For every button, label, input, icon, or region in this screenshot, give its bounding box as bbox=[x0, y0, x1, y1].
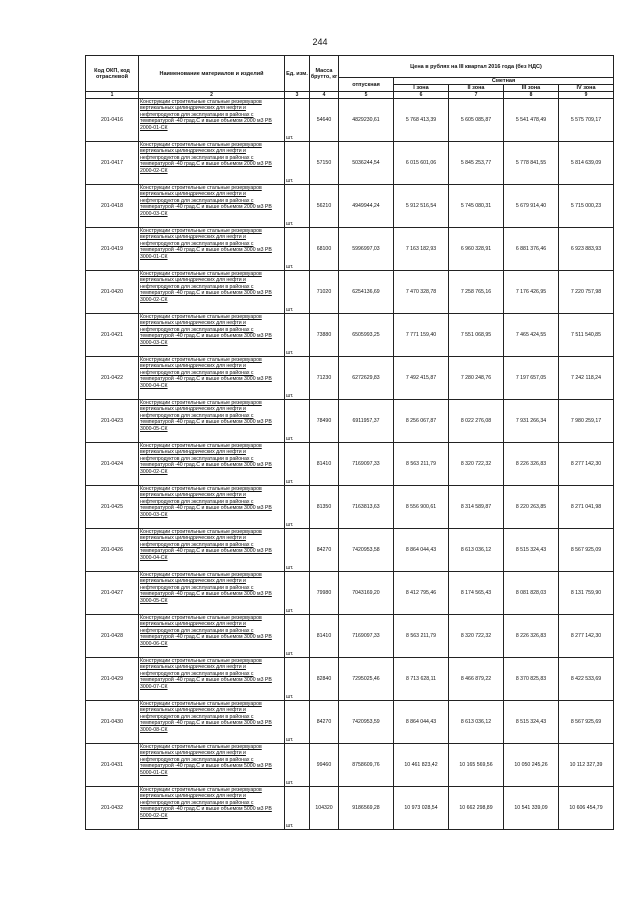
cell-unit: шт. bbox=[285, 400, 310, 443]
cell-name bbox=[139, 314, 285, 357]
cell-release-price: 8758609,76 bbox=[339, 744, 394, 787]
cell-code: 201-0432 bbox=[86, 787, 139, 830]
cell-unit: шт. bbox=[285, 701, 310, 744]
cell-code: 201-0430 bbox=[86, 701, 139, 744]
cell-zone-4-price: 8 277 142,30 bbox=[559, 443, 614, 486]
table-row bbox=[86, 787, 614, 830]
cell-mass: 68100 bbox=[310, 228, 339, 271]
header-zone-1: I зона bbox=[394, 85, 449, 92]
cell-unit: шт. bbox=[285, 787, 310, 830]
cell-zone-2-price: 8 174 565,43 bbox=[449, 572, 504, 615]
table-row bbox=[86, 658, 614, 701]
cell-mass: 73880 bbox=[310, 314, 339, 357]
table-row bbox=[86, 443, 614, 486]
cell-zone-2-price: 5 745 080,31 bbox=[449, 185, 504, 228]
cell-zone-3-price: 6 881 376,46 bbox=[504, 228, 559, 271]
cell-unit: шт. bbox=[285, 228, 310, 271]
cell-release-price: 5036244,54 bbox=[339, 142, 394, 185]
cell-mass: 99460 bbox=[310, 744, 339, 787]
cell-zone-3-price: 8 081 828,03 bbox=[504, 572, 559, 615]
item-name-text: Конструкции строительные стальные резервуаров вертикальных цилиндрических для нефти и нефтепродуктов для эксплуатации в районах с температурой -40 град.С и выше объемом 5000 м3 РВ 5000-02-СК bbox=[140, 787, 272, 819]
item-name-text: Конструкции строительные стальные резервуаров вертикальных цилиндрических для нефти и нефтепродуктов для эксплуатации в районах с температурой -40 град.С и выше объемом 5000 м3 РВ 5000-01-СК bbox=[140, 744, 272, 776]
cell-zone-1-price: 8 864 044,43 bbox=[394, 701, 449, 744]
cell-zone-4-price: 7 242 118,24 bbox=[559, 357, 614, 400]
item-name-text: Конструкции строительные стальные резервуаров вертикальных цилиндрических для нефти и нефтепродуктов для эксплуатации в районах с температурой -40 град.С и выше объемом 3000 м3 РВ 3000-07-СК bbox=[140, 658, 272, 690]
cell-zone-1-price: 5 912 516,54 bbox=[394, 185, 449, 228]
cell-name bbox=[139, 228, 285, 271]
column-number: 5 bbox=[339, 92, 394, 99]
cell-name bbox=[139, 572, 285, 615]
cell-mass: 81410 bbox=[310, 615, 339, 658]
cell-mass: 78490 bbox=[310, 400, 339, 443]
cell-zone-3-price: 10 050 245,26 bbox=[504, 744, 559, 787]
cell-unit: шт. bbox=[285, 185, 310, 228]
column-numbers-row bbox=[86, 92, 614, 99]
cell-unit: шт. bbox=[285, 486, 310, 529]
cell-mass: 81350 bbox=[310, 486, 339, 529]
cell-mass: 84270 bbox=[310, 529, 339, 572]
cell-unit: шт. bbox=[285, 314, 310, 357]
item-name-text: Конструкции строительные стальные резервуаров вертикальных цилиндрических для нефти и нефтепродуктов для эксплуатации в районах с температурой -40 град.С и выше объемом 3000 м3 РВ 3000-04-СК bbox=[140, 529, 272, 561]
cell-zone-2-price: 10 662 298,89 bbox=[449, 787, 504, 830]
item-name-text: Конструкции строительные стальные резервуаров вертикальных цилиндрических для нефти и нефтепродуктов для эксплуатации в районах с температурой -40 град.С и выше объемом 3000 м3 РВ 3000-01-СК bbox=[140, 228, 272, 260]
table-row bbox=[86, 142, 614, 185]
header-prices: Цена в рублях на III квартал 2016 года (без НДС) bbox=[339, 56, 614, 78]
cell-mass: 104320 bbox=[310, 787, 339, 830]
cell-mass: 82840 bbox=[310, 658, 339, 701]
cell-zone-1-price: 8 563 211,79 bbox=[394, 615, 449, 658]
table-row bbox=[86, 486, 614, 529]
cell-zone-1-price: 8 563 211,79 bbox=[394, 443, 449, 486]
cell-zone-3-price: 7 176 426,95 bbox=[504, 271, 559, 314]
cell-zone-4-price: 7 220 757,98 bbox=[559, 271, 614, 314]
cell-unit: шт. bbox=[285, 271, 310, 314]
header-code: Код ОКП, код отраслевой bbox=[86, 56, 139, 92]
cell-release-price: 7420953,59 bbox=[339, 701, 394, 744]
table-row bbox=[86, 185, 614, 228]
header-unit: Ед. изм. bbox=[285, 56, 310, 92]
cell-mass: 57150 bbox=[310, 142, 339, 185]
cell-zone-4-price: 8 131 759,90 bbox=[559, 572, 614, 615]
cell-zone-2-price: 8 320 722,32 bbox=[449, 443, 504, 486]
cell-name bbox=[139, 615, 285, 658]
cell-unit: шт. bbox=[285, 572, 310, 615]
cell-name bbox=[139, 744, 285, 787]
cell-zone-4-price: 5 575 709,17 bbox=[559, 99, 614, 142]
table-row bbox=[86, 529, 614, 572]
item-name-text: Конструкции строительные стальные резервуаров вертикальных цилиндрических для нефти и нефтепродуктов для эксплуатации в районах с температурой -40 град.С и выше объемом 3000 м3 РВ 3000-03-СК bbox=[140, 314, 272, 346]
cell-zone-1-price: 8 556 900,61 bbox=[394, 486, 449, 529]
item-name-text: Конструкции строительные стальные резервуаров вертикальных цилиндрических для нефти и нефтепродуктов для эксплуатации в районах с температурой -40 град.С и выше объемом 3000 м3 РВ 3000-02-СК bbox=[140, 443, 272, 475]
cell-mass: 81410 bbox=[310, 443, 339, 486]
table-row bbox=[86, 228, 614, 271]
cell-name bbox=[139, 142, 285, 185]
cell-zone-3-price: 10 541 339,09 bbox=[504, 787, 559, 830]
cell-zone-3-price: 7 931 266,34 bbox=[504, 400, 559, 443]
table-row bbox=[86, 744, 614, 787]
item-name-text: Конструкции строительные стальные резервуаров вертикальных цилиндрических для нефти и нефтепродуктов для эксплуатации в районах с температурой -40 град.С и выше объемом 3000 м3 РВ 3000-03-СК bbox=[140, 486, 272, 518]
table-row bbox=[86, 314, 614, 357]
table-row bbox=[86, 99, 614, 142]
column-number: 2 bbox=[139, 92, 285, 99]
column-number: 9 bbox=[559, 92, 614, 99]
cell-zone-3-price: 7 465 424,55 bbox=[504, 314, 559, 357]
cell-name bbox=[139, 443, 285, 486]
cell-zone-1-price: 7 163 182,93 bbox=[394, 228, 449, 271]
cell-zone-3-price: 5 778 841,55 bbox=[504, 142, 559, 185]
table-row bbox=[86, 701, 614, 744]
cell-release-price: 7295025,46 bbox=[339, 658, 394, 701]
cell-name bbox=[139, 400, 285, 443]
header-estimate: Сметная bbox=[394, 78, 614, 85]
table-row bbox=[86, 400, 614, 443]
cell-zone-4-price: 6 923 883,93 bbox=[559, 228, 614, 271]
cell-release-price: 7169097,33 bbox=[339, 615, 394, 658]
cell-release-price: 6254136,69 bbox=[339, 271, 394, 314]
cell-name bbox=[139, 357, 285, 400]
cell-zone-2-price: 5 605 085,87 bbox=[449, 99, 504, 142]
cell-zone-4-price: 8 271 041,98 bbox=[559, 486, 614, 529]
cell-code: 201-0420 bbox=[86, 271, 139, 314]
item-name-text: Конструкции строительные стальные резервуаров вертикальных цилиндрических для нефти и нефтепродуктов для эксплуатации в районах с температурой -40 град.С и выше объемом 2000 м3 РВ 2000-01-СК bbox=[140, 99, 272, 131]
cell-code: 201-0419 bbox=[86, 228, 139, 271]
cell-code: 201-0431 bbox=[86, 744, 139, 787]
cell-zone-2-price: 8 320 722,32 bbox=[449, 615, 504, 658]
cell-code: 201-0424 bbox=[86, 443, 139, 486]
cell-zone-2-price: 8 466 879,22 bbox=[449, 658, 504, 701]
header-zone-4: IV зона bbox=[559, 85, 614, 92]
cell-zone-3-price: 8 226 326,83 bbox=[504, 443, 559, 486]
cell-zone-4-price: 8 567 925,69 bbox=[559, 701, 614, 744]
cell-zone-2-price: 7 258 765,16 bbox=[449, 271, 504, 314]
item-name-text: Конструкции строительные стальные резервуаров вертикальных цилиндрических для нефти и нефтепродуктов для эксплуатации в районах с температурой -40 град.С и выше объемом 3000 м3 РВ 3000-05-СК bbox=[140, 400, 272, 432]
cell-name bbox=[139, 486, 285, 529]
page-number: 244 bbox=[312, 37, 328, 47]
item-name-text: Конструкции строительные стальные резервуаров вертикальных цилиндрических для нефти и нефтепродуктов для эксплуатации в районах с температурой -40 град.С и выше объемом 3000 м3 РВ 3000-02-СК bbox=[140, 271, 272, 303]
cell-release-price: 6505993,25 bbox=[339, 314, 394, 357]
cell-zone-4-price: 8 567 925,09 bbox=[559, 529, 614, 572]
cell-zone-4-price: 10 112 327,39 bbox=[559, 744, 614, 787]
cell-release-price: 6911957,37 bbox=[339, 400, 394, 443]
cell-name bbox=[139, 99, 285, 142]
cell-unit: шт. bbox=[285, 658, 310, 701]
cell-release-price: 9186569,28 bbox=[339, 787, 394, 830]
cell-zone-1-price: 5 768 413,39 bbox=[394, 99, 449, 142]
cell-name bbox=[139, 185, 285, 228]
column-number: 7 bbox=[449, 92, 504, 99]
cell-release-price: 7043169,20 bbox=[339, 572, 394, 615]
cell-zone-1-price: 7 470 328,78 bbox=[394, 271, 449, 314]
cell-zone-2-price: 8 022 276,08 bbox=[449, 400, 504, 443]
item-name-text: Конструкции строительные стальные резервуаров вертикальных цилиндрических для нефти и нефтепродуктов для эксплуатации в районах с температурой -40 град.С и выше объемом 3000 м3 РВ 3000-05-СК bbox=[140, 572, 272, 604]
cell-code: 201-0421 bbox=[86, 314, 139, 357]
cell-unit: шт. bbox=[285, 744, 310, 787]
cell-mass: 71230 bbox=[310, 357, 339, 400]
cell-zone-2-price: 8 613 036,12 bbox=[449, 701, 504, 744]
cell-zone-4-price: 8 277 142,30 bbox=[559, 615, 614, 658]
cell-zone-4-price: 7 511 540,85 bbox=[559, 314, 614, 357]
header-zone-2: II зона bbox=[449, 85, 504, 92]
cell-unit: шт. bbox=[285, 615, 310, 658]
cell-code: 201-0422 bbox=[86, 357, 139, 400]
cell-zone-1-price: 10 461 823,42 bbox=[394, 744, 449, 787]
cell-zone-1-price: 7 771 159,40 bbox=[394, 314, 449, 357]
cell-zone-1-price: 8 256 067,87 bbox=[394, 400, 449, 443]
cell-name bbox=[139, 658, 285, 701]
cell-release-price: 4949944,24 bbox=[339, 185, 394, 228]
cell-name bbox=[139, 529, 285, 572]
cell-zone-3-price: 5 541 478,49 bbox=[504, 99, 559, 142]
cell-zone-3-price: 8 370 825,83 bbox=[504, 658, 559, 701]
cell-zone-3-price: 8 226 326,83 bbox=[504, 615, 559, 658]
cell-code: 201-0425 bbox=[86, 486, 139, 529]
cell-release-price: 4829230,61 bbox=[339, 99, 394, 142]
cell-zone-2-price: 8 314 589,87 bbox=[449, 486, 504, 529]
header-zone-3: III зона bbox=[504, 85, 559, 92]
price-table bbox=[85, 55, 614, 830]
cell-code: 201-0418 bbox=[86, 185, 139, 228]
cell-zone-2-price: 10 165 569,56 bbox=[449, 744, 504, 787]
table-row bbox=[86, 271, 614, 314]
cell-code: 201-0416 bbox=[86, 99, 139, 142]
cell-code: 201-0428 bbox=[86, 615, 139, 658]
cell-zone-1-price: 7 492 415,87 bbox=[394, 357, 449, 400]
cell-zone-2-price: 6 960 328,91 bbox=[449, 228, 504, 271]
cell-zone-4-price: 7 980 259,17 bbox=[559, 400, 614, 443]
cell-code: 201-0427 bbox=[86, 572, 139, 615]
cell-zone-1-price: 8 864 044,43 bbox=[394, 529, 449, 572]
cell-unit: шт. bbox=[285, 357, 310, 400]
table-row bbox=[86, 615, 614, 658]
table-row bbox=[86, 572, 614, 615]
cell-zone-3-price: 8 515 324,43 bbox=[504, 701, 559, 744]
cell-zone-4-price: 8 422 533,69 bbox=[559, 658, 614, 701]
cell-code: 201-0426 bbox=[86, 529, 139, 572]
header-mass: Масса брутто, кг bbox=[310, 56, 339, 92]
column-number: 8 bbox=[504, 92, 559, 99]
cell-mass: 84270 bbox=[310, 701, 339, 744]
table-row bbox=[86, 357, 614, 400]
cell-release-price: 6272629,83 bbox=[339, 357, 394, 400]
header-name: Наименование материалов и изделий bbox=[139, 56, 285, 92]
cell-zone-2-price: 5 845 253,77 bbox=[449, 142, 504, 185]
column-number: 4 bbox=[310, 92, 339, 99]
cell-zone-2-price: 7 551 068,95 bbox=[449, 314, 504, 357]
cell-name bbox=[139, 271, 285, 314]
column-number: 6 bbox=[394, 92, 449, 99]
item-name-text: Конструкции строительные стальные резервуаров вертикальных цилиндрических для нефти и нефтепродуктов для эксплуатации в районах с температурой -40 град.С и выше объемом 3000 м3 РВ 3000-08-СК bbox=[140, 701, 272, 733]
item-name-text: Конструкции строительные стальные резервуаров вертикальных цилиндрических для нефти и нефтепродуктов для эксплуатации в районах с температурой -40 град.С и выше объемом 3000 м3 РВ 3000-04-СК bbox=[140, 357, 272, 389]
cell-name bbox=[139, 701, 285, 744]
cell-release-price: 7169097,33 bbox=[339, 443, 394, 486]
cell-zone-3-price: 8 220 263,85 bbox=[504, 486, 559, 529]
cell-mass: 54640 bbox=[310, 99, 339, 142]
table-body bbox=[86, 99, 614, 830]
cell-zone-3-price: 8 515 324,43 bbox=[504, 529, 559, 572]
cell-zone-1-price: 8 412 795,46 bbox=[394, 572, 449, 615]
cell-mass: 79980 bbox=[310, 572, 339, 615]
cell-release-price: 5996997,03 bbox=[339, 228, 394, 271]
cell-code: 201-0429 bbox=[86, 658, 139, 701]
cell-code: 201-0417 bbox=[86, 142, 139, 185]
cell-zone-2-price: 7 280 248,76 bbox=[449, 357, 504, 400]
cell-unit: шт. bbox=[285, 99, 310, 142]
cell-zone-3-price: 5 679 914,40 bbox=[504, 185, 559, 228]
cell-release-price: 7163813,63 bbox=[339, 486, 394, 529]
cell-mass: 56210 bbox=[310, 185, 339, 228]
cell-unit: шт. bbox=[285, 529, 310, 572]
cell-unit: шт. bbox=[285, 443, 310, 486]
column-number: 1 bbox=[86, 92, 139, 99]
cell-zone-4-price: 10 606 454,79 bbox=[559, 787, 614, 830]
item-name-text: Конструкции строительные стальные резервуаров вертикальных цилиндрических для нефти и нефтепродуктов для эксплуатации в районах с температурой -40 град.С и выше объемом 2000 м3 РВ 2000-02-СК bbox=[140, 142, 272, 174]
cell-mass: 71020 bbox=[310, 271, 339, 314]
cell-zone-4-price: 5 814 639,09 bbox=[559, 142, 614, 185]
cell-code: 201-0423 bbox=[86, 400, 139, 443]
cell-unit: шт. bbox=[285, 142, 310, 185]
cell-release-price: 7420953,58 bbox=[339, 529, 394, 572]
cell-zone-1-price: 10 973 028,54 bbox=[394, 787, 449, 830]
header-release: отпускная bbox=[339, 78, 394, 92]
cell-zone-1-price: 8 713 628,11 bbox=[394, 658, 449, 701]
cell-zone-1-price: 6 015 601,06 bbox=[394, 142, 449, 185]
item-name-text: Конструкции строительные стальные резервуаров вертикальных цилиндрических для нефти и нефтепродуктов для эксплуатации в районах с температурой -40 град.С и выше объемом 2000 м3 РВ 2000-03-СК bbox=[140, 185, 272, 217]
cell-zone-2-price: 8 613 036,12 bbox=[449, 529, 504, 572]
cell-name bbox=[139, 787, 285, 830]
cell-zone-4-price: 5 715 000,23 bbox=[559, 185, 614, 228]
cell-zone-3-price: 7 197 657,05 bbox=[504, 357, 559, 400]
column-number: 3 bbox=[285, 92, 310, 99]
item-name-text: Конструкции строительные стальные резервуаров вертикальных цилиндрических для нефти и нефтепродуктов для эксплуатации в районах с температурой -40 град.С и выше объемом 3000 м3 РВ 3000-06-СК bbox=[140, 615, 272, 647]
